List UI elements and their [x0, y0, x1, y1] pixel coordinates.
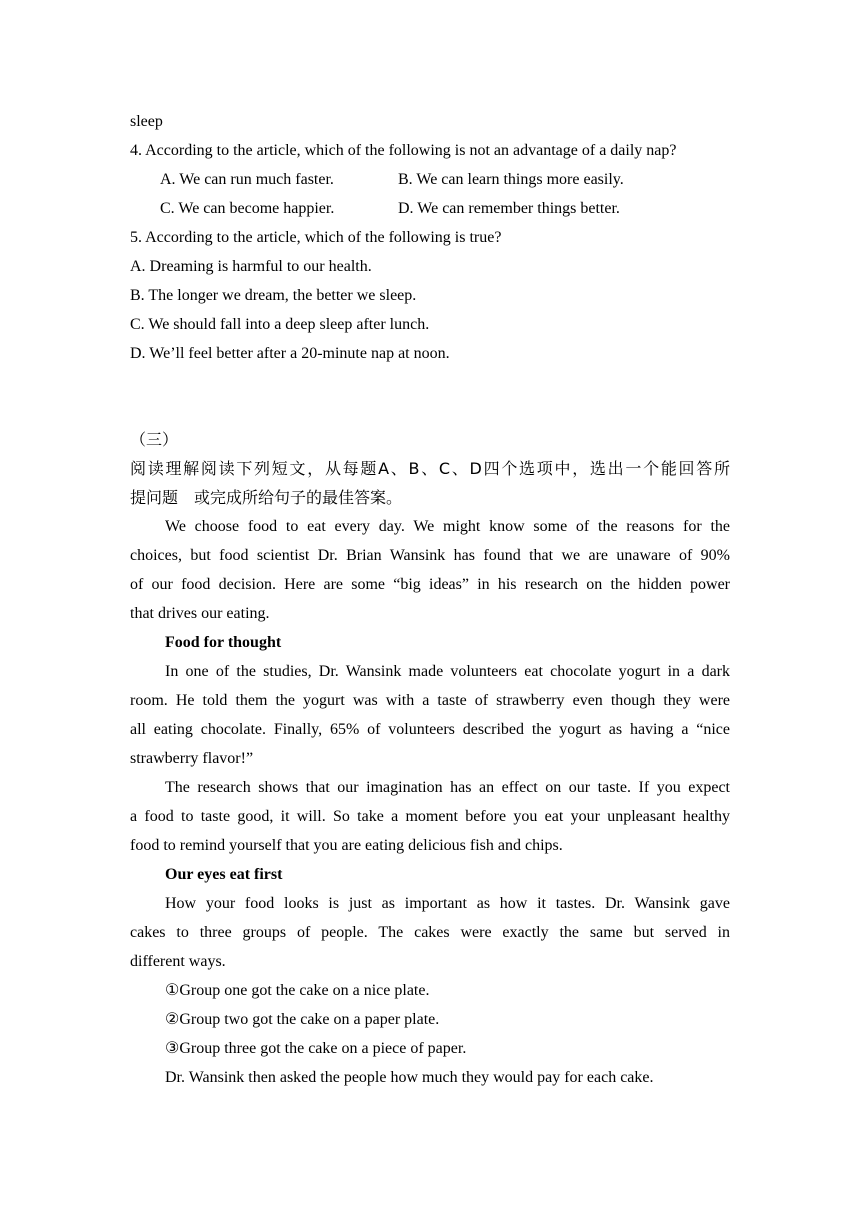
intro-line-4: that drives our eating. [130, 605, 270, 622]
sub2-p1-line-1: How your food looks is just as important as how it tastes. Dr. Wansink gave [165, 895, 730, 912]
question-5-stem: 5. According to the article, which of the following is true? [130, 229, 502, 246]
sub1-p1-line-1: In one of the studies, Dr. Wansink made volunteers eat chocolate yogurt in a dark [165, 663, 730, 680]
intro-line-3: of our food decision. Here are some “big ideas” in his research on the hidden power [130, 576, 730, 593]
intro-line-2: choices, but food scientist Dr. Brian Wansink has found that we are unaware of 90% [130, 547, 730, 564]
subheading-food-for-thought: Food for thought [165, 634, 282, 651]
sub1-p1-line-2: room. He told them the yogurt was with a taste of strawberry even though they were [130, 692, 730, 709]
question-5-option-d: D. We’ll feel better after a 20-minute nap at noon. [130, 345, 450, 362]
intro-line-1: We choose food to eat every day. We might know some of the reasons for the [165, 518, 730, 535]
sub1-p2-line-1: The research shows that our imagination has an effect on our taste. If you expect [165, 779, 730, 796]
group-item-2: ②Group two got the cake on a paper plate. [165, 1011, 440, 1028]
sub1-p1-line-4: strawberry flavor!” [130, 750, 254, 767]
sub1-p1-line-3: all eating chocolate. Finally, 65% of volunteers described the yogurt as having a “nice [130, 721, 730, 738]
sub1-p2-line-2: a food to taste good, it will. So take a moment before you eat your unpleasant healthy [130, 808, 730, 825]
question-5-option-b: B. The longer we dream, the better we sleep. [130, 287, 417, 304]
question-4-option-b: B. We can learn things more easily. [398, 171, 624, 188]
question-5-option-a: A. Dreaming is harmful to our health. [130, 258, 372, 275]
section-heading: （三） [130, 430, 179, 449]
section-instruction-line-2: 提问题 或完成所给句子的最佳答案。 [130, 488, 403, 507]
sub2-p1-line-2: cakes to three groups of people. The cakes were exactly the same but served in [130, 924, 730, 941]
subheading-our-eyes-eat-first: Our eyes eat first [165, 866, 283, 883]
question-5-option-c: C. We should fall into a deep sleep after lunch. [130, 316, 430, 333]
question-4-option-a: A. We can run much faster. [160, 171, 334, 188]
question-4-option-c: C. We can become happier. [160, 200, 335, 217]
question-4-stem: 4. According to the article, which of the following is not an advantage of a daily nap? [130, 142, 677, 159]
question-4-option-d: D. We can remember things better. [398, 200, 620, 217]
group-item-1: ①Group one got the cake on a nice plate. [165, 982, 430, 999]
prev-text-tail: sleep [130, 113, 163, 130]
closing-line: Dr. Wansink then asked the people how much they would pay for each cake. [165, 1069, 654, 1086]
sub1-p2-line-3: food to remind yourself that you are eating delicious fish and chips. [130, 837, 563, 854]
section-instruction-line-1: 阅读理解阅读下列短文，从每题A、B、C、D四个选项中，选出一个能回答所 [130, 459, 730, 478]
group-item-3: ③Group three got the cake on a piece of paper. [165, 1040, 467, 1057]
sub2-p1-line-3: different ways. [130, 953, 226, 970]
